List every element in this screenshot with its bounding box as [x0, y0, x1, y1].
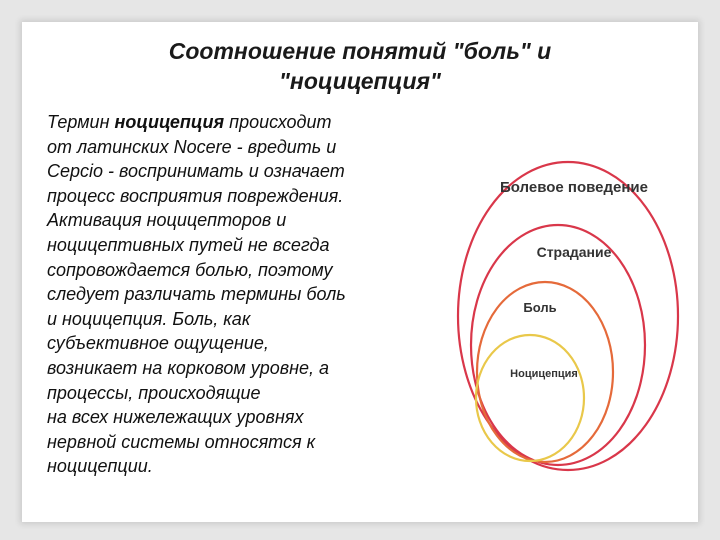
- label-pain: Боль: [523, 300, 557, 315]
- text-line: возникает на корковом уровне, а: [47, 357, 330, 378]
- text-line: сопровождается болью, поэтому: [47, 259, 333, 280]
- text-line: нервной системы относятся к: [47, 431, 316, 452]
- title-line-1: Соотношение понятий "боль" и: [168, 38, 552, 64]
- nested-ellipses-diagram: [447, 142, 687, 472]
- text-line: от латинских Nocere - вредить и: [47, 136, 337, 157]
- text-line: Активация ноцицепторов и: [47, 210, 287, 231]
- text-line: процесс восприятия повреждения.: [47, 185, 344, 206]
- text-line: на всех нижележащих уровнях: [47, 407, 304, 428]
- text-line: Cepcio - воспринимать и означает: [47, 161, 345, 182]
- text-line: [47, 110, 447, 135]
- label-nociception: Ноцицепция: [510, 368, 578, 380]
- inner-ellipse: [476, 335, 584, 461]
- label-pain-behavior: Болевое поведение: [499, 179, 649, 196]
- text-fragment: Термин: [47, 112, 115, 132]
- text-fragment: происходит: [224, 112, 332, 132]
- text-line: ноцицептивных путей не всегда: [47, 234, 330, 255]
- text-line: процессы, происходящие: [47, 382, 261, 403]
- slide-title: [22, 36, 698, 96]
- text-line: и ноцицепция. Боль, как: [47, 308, 251, 329]
- slide: [22, 22, 698, 522]
- text-line: ноцицепции.: [47, 456, 153, 477]
- text-line: субъективное ощущение,: [47, 333, 269, 354]
- body-paragraph: [47, 110, 447, 479]
- text-line: следует различать термины боль: [47, 284, 346, 305]
- term-highlight: ноцицепция: [114, 112, 225, 132]
- label-suffering: Страдание: [536, 244, 612, 260]
- title-line-2: "ноцицепция": [279, 68, 441, 94]
